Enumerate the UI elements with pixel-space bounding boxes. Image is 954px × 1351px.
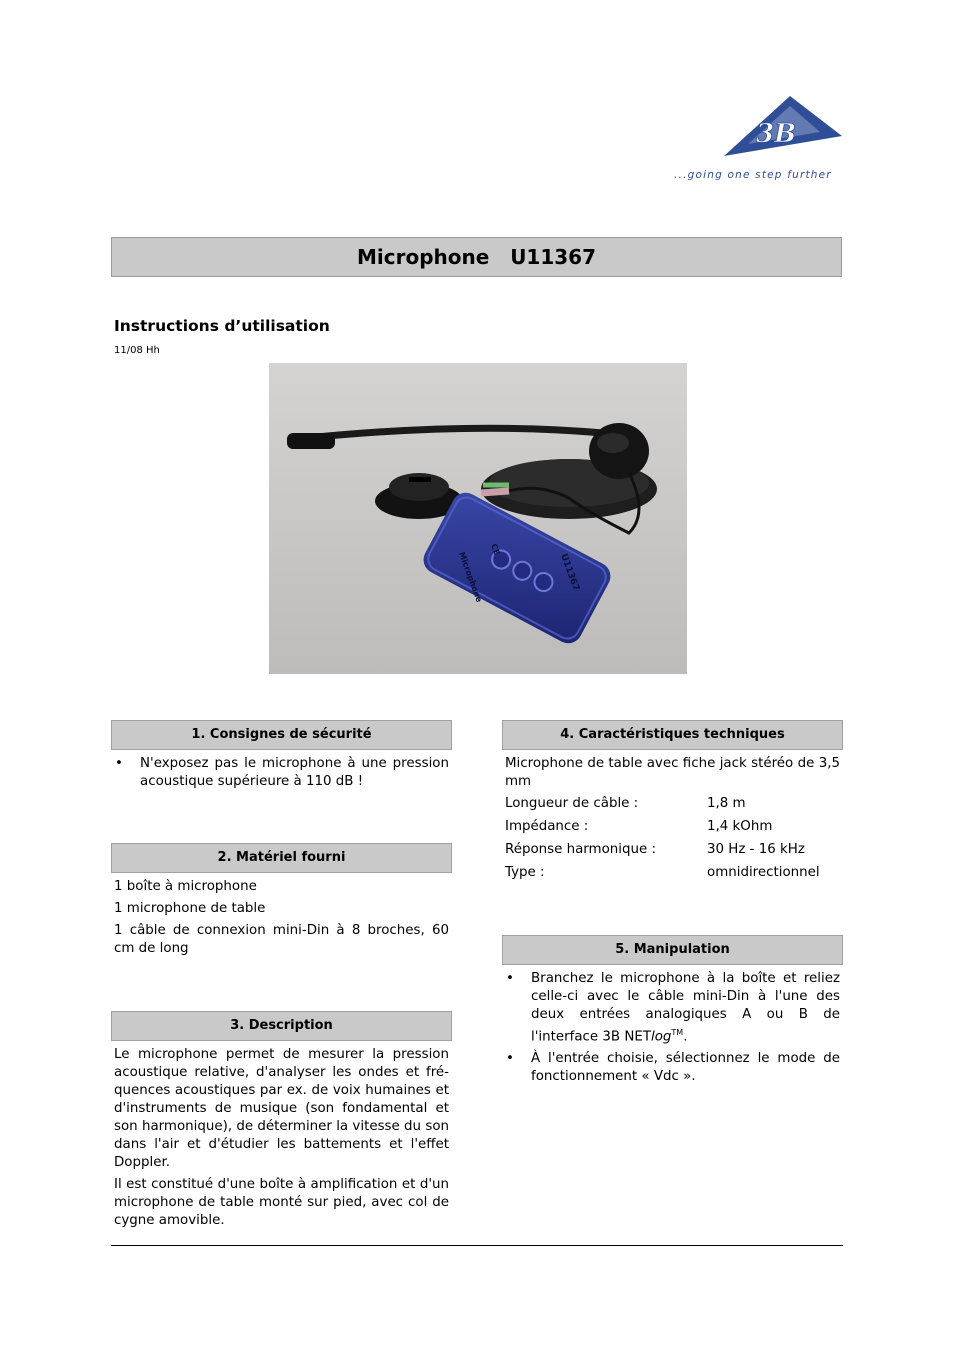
photo-box-label: Microphone xyxy=(457,550,484,604)
spec-value: 1,4 kOhm xyxy=(707,819,773,834)
handling-step-text: Branchez le microphone à la boîte et reliez celle-ci avec le câble mini-Din à l'une des deux entrées analogiques A ou B de l'interface 3B NET xyxy=(531,971,840,1045)
netlog-italic: log xyxy=(651,1029,672,1045)
spec-label: Réponse harmonique : xyxy=(505,842,656,857)
section-heading-handling: 5. Manipulation xyxy=(502,935,843,965)
document-date: 11/08 Hh xyxy=(114,345,160,356)
section-description xyxy=(111,1011,452,1234)
title-bar xyxy=(111,237,842,277)
section-handling xyxy=(502,935,843,1090)
handling-list xyxy=(502,970,843,1086)
spec-value: 30 Hz - 16 kHz xyxy=(707,842,805,857)
list-item: 1 boîte à microphone xyxy=(114,879,257,894)
section-supplied xyxy=(111,843,452,962)
section-specs xyxy=(502,720,843,887)
list-item: 1 câble de connexion mini-Din à 8 broches, 60 cm de long xyxy=(114,923,449,956)
brand-logo xyxy=(672,92,848,184)
list-item: 1 microphone de table xyxy=(114,901,266,916)
section-heading-description: 3. Description xyxy=(111,1011,452,1041)
list-item xyxy=(502,970,840,1046)
specs-intro: Microphone de table avec fiche jack stéréo de 3,5 mm xyxy=(505,756,840,789)
product-photo xyxy=(269,363,687,674)
section-heading-supplied: 2. Matériel fourni xyxy=(111,843,452,873)
microphone-photo-graphic xyxy=(269,363,687,674)
photo-ce-mark: CE xyxy=(489,542,502,557)
logo-tagline: ...going one step further xyxy=(674,169,832,181)
logo-brand-text: 3B xyxy=(756,119,797,149)
trademark-sup: TM xyxy=(671,1028,684,1037)
section-safety xyxy=(111,720,452,795)
photo-model-label: U11367 xyxy=(558,552,581,593)
footer-rule xyxy=(111,1245,843,1246)
spec-row xyxy=(505,841,840,859)
instructions-heading: Instructions d’utilisation xyxy=(114,317,330,335)
spec-label: Longueur de câble : xyxy=(505,796,639,811)
logo-graphic xyxy=(672,92,848,184)
safety-list xyxy=(111,755,452,791)
spec-label: Impédance : xyxy=(505,819,589,834)
handling-step-end: . xyxy=(683,1029,688,1045)
section-heading-specs: 4. Caractéristiques techniques xyxy=(502,720,843,750)
list-item: • N'exposez pas le microphone à une pression acoustique supérieure à 110 dB ! xyxy=(111,755,449,791)
spec-row xyxy=(505,864,840,882)
spec-value: omnidirectionnel xyxy=(707,865,820,880)
section-heading-safety: 1. Consignes de sécurité xyxy=(111,720,452,750)
description-paragraph: Le microphone permet de mesurer la pression acoustique relative, d'analyser les ondes et fré-quences acoustiques par ex. de voix humaines et d'instruments de musique (son fondamental et son harmonique), de déterminer la vitesse du son dans l'air et d'étudier les battements et l'effet Doppler. xyxy=(114,1047,449,1170)
spec-row xyxy=(505,818,840,836)
spec-value: 1,8 m xyxy=(707,796,746,811)
supplied-list xyxy=(111,878,452,958)
spec-row xyxy=(505,795,840,813)
page-title: Microphone U11367 xyxy=(356,245,597,269)
spec-label: Type : xyxy=(505,865,545,880)
list-item: • À l'entrée choisie, sélectionnez le mode de fonctionnement « Vdc ». xyxy=(502,1050,840,1086)
description-paragraph: Il est constitué d'une boîte à amplification et d'un microphone de table monté sur pied, avec col de cygne amovible. xyxy=(114,1177,449,1228)
